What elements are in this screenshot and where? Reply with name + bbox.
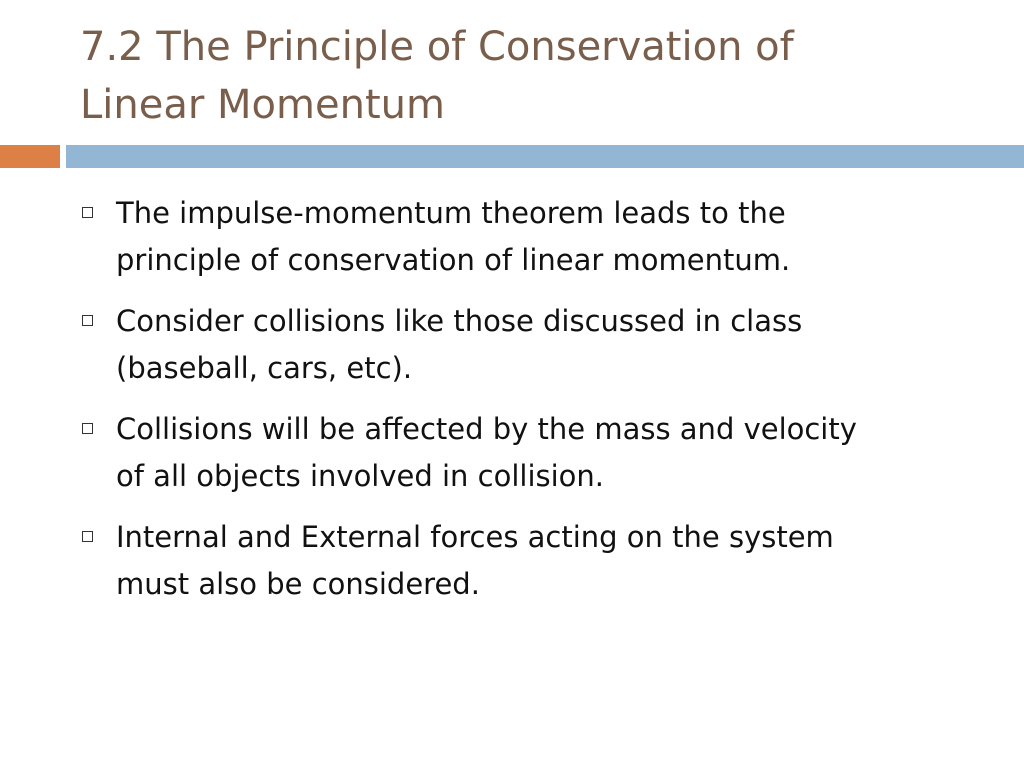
- hollow-square-icon: [82, 531, 93, 542]
- bullet-item: [82, 514, 982, 608]
- slide-title-line: Linear Momentum: [80, 82, 445, 128]
- bullet-text-line: principle of conservation of linear momentum.: [116, 243, 791, 277]
- bullet-list: [82, 190, 982, 622]
- bullet-text-line: Internal and External forces acting on the system: [116, 520, 834, 554]
- bullet-text-line: of all objects involved in collision.: [116, 459, 605, 493]
- bullet-text: [116, 406, 982, 500]
- bullet-text-line: (baseball, cars, etc).: [116, 351, 413, 385]
- bullet-text-line: The impulse-momentum theorem leads to the: [116, 196, 786, 230]
- bullet-item: [82, 190, 982, 284]
- accent-bar-blue: [66, 145, 1024, 168]
- hollow-square-icon: [82, 423, 93, 434]
- slide-title: [80, 18, 1000, 134]
- bullet-text-line: Consider collisions like those discussed in class: [116, 304, 803, 338]
- bullet-text-line: must also be considered.: [116, 567, 480, 601]
- bullet-item: [82, 406, 982, 500]
- bullet-text: [116, 190, 982, 284]
- slide-title-line: 7.2 The Principle of Conservation of: [80, 24, 794, 70]
- hollow-square-icon: [82, 207, 93, 218]
- bullet-text: [116, 514, 982, 608]
- hollow-square-icon: [82, 315, 93, 326]
- bullet-text: [116, 298, 982, 392]
- accent-bar-orange: [0, 145, 60, 168]
- bullet-item: [82, 298, 982, 392]
- bullet-text-line: Collisions will be affected by the mass and velocity: [116, 412, 857, 446]
